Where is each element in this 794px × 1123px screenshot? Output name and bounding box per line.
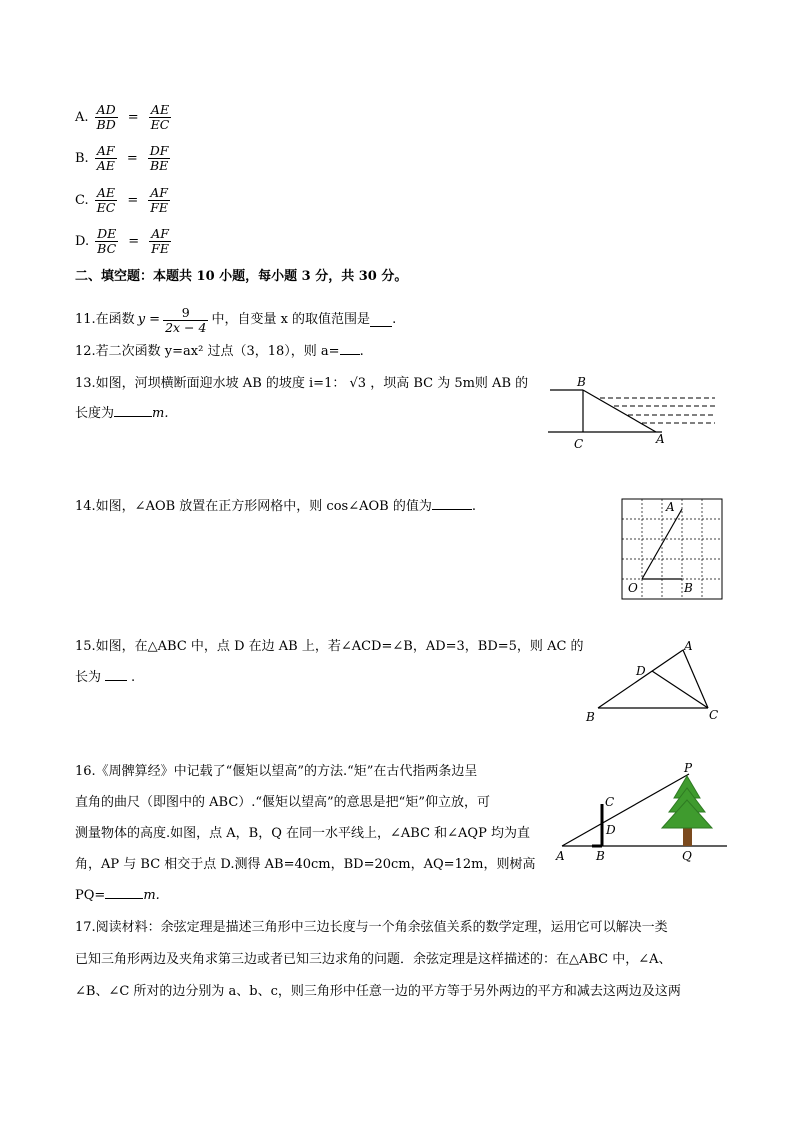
fraction: $\frac{AF}{AE}$: [96, 142, 115, 173]
option-letter: D.: [75, 233, 90, 249]
answer-blank: [340, 342, 360, 355]
segment-ba: [598, 650, 683, 708]
equals-sign: =: [128, 233, 140, 249]
label-c: C: [574, 437, 584, 451]
question-17-line-2: 已知三角形两边及夹角求第三边或者已知三边求角的问题．余弦定理是这样描述的：在△ABC 中，∠A、: [75, 952, 672, 967]
label-o: O: [628, 581, 638, 595]
question-16-line-5: PQ= m.: [75, 888, 160, 903]
answer-blank: [370, 314, 392, 327]
label-c: C: [605, 795, 615, 809]
label-d: D: [606, 823, 616, 837]
option-a: [75, 98, 171, 136]
option-d: [75, 222, 171, 260]
tree-crown: [662, 800, 712, 828]
question-11: 11.在函数 y = $\frac{9}{2x - 4}$ 中，自变量 x 的取值范围是 .: [75, 304, 397, 335]
label-b: B: [577, 375, 586, 389]
square-grid-figure: [618, 495, 726, 603]
label-p: P: [684, 762, 693, 775]
label-a: A: [556, 849, 565, 863]
question-15-line-2: 长为 .: [75, 670, 136, 685]
tree-icon: [662, 776, 712, 846]
option-b: [75, 139, 170, 177]
slope-ab: [583, 390, 656, 432]
equals-sign: =: [126, 150, 138, 166]
fraction: $\frac{AF}{FE}$: [150, 184, 169, 215]
fraction: $\frac{AF}{FE}$: [151, 225, 169, 256]
question-16-line-1: 16.《周髀算经》中记载了“偃矩以望高”的方法.“矩”在古代指两条边呈: [75, 764, 478, 779]
option-letter: A.: [75, 109, 89, 125]
fraction: $\frac{AE}{EC}$: [150, 101, 170, 132]
question-15-line-1: 15.如图，在△ABC 中，点 D 在边 AB 上，若∠ACD=∠B，AD=3，BD=5，则 AC 的: [75, 639, 584, 654]
question-17-line-1: 17.阅读材料：余弦定理是描述三角形中三边长度与一个角余弦值关系的数学定理，运用它可以解决一类: [75, 920, 668, 935]
question-17-line-3: ∠B、∠C 所对的边分别为 a、b、c，则三角形中任意一边的平方等于另外两边的平方和减去这两边及这两: [75, 984, 681, 999]
label-b: B: [596, 849, 605, 863]
option-c: [75, 181, 170, 219]
question-16-line-3: 测量物体的高度.如图，点 A，B，Q 在同一水平线上，∠ABC 和∠AQP 均为直: [75, 826, 530, 841]
section-title: 二、填空题：本题共 10 小题，每小题 3 分，共 30 分。: [75, 269, 408, 284]
fraction: $\frac{AD}{BD}$: [96, 101, 116, 132]
answer-blank: [432, 497, 472, 510]
question-13-line-1: 13.如图，河坝横断面迎水坡 AB 的坡度 i=1： √3 ，坝高 BC 为 5m则 AB 的: [75, 376, 529, 391]
answer-blank: [105, 668, 127, 681]
triangle-abc-figure: [578, 632, 728, 727]
question-14: 14.如图，∠AOB 放置在正方形网格中，则 cos∠AOB 的值为 .: [75, 499, 476, 514]
label-c: C: [709, 708, 719, 722]
answer-blank: [114, 404, 152, 417]
question-16-line-2: 直角的曲尺（即图中的 ABC）.“偃矩以望高”的意思是把“矩”仰立放，可: [75, 795, 490, 810]
fraction: $\frac{DE}{BC}$: [97, 225, 117, 256]
fraction: $\frac{9}{2x - 4}$: [165, 304, 207, 335]
sqrt-expression: √3: [349, 376, 367, 391]
label-b: B: [586, 710, 595, 724]
label-a: A: [684, 639, 693, 653]
option-letter: C.: [75, 192, 89, 208]
fraction: $\frac{AE}{EC}$: [96, 184, 116, 215]
label-q: Q: [682, 849, 692, 863]
label-d: D: [636, 664, 646, 678]
tree-height-figure: [552, 762, 737, 867]
answer-blank: [105, 886, 143, 899]
dam-cross-section-figure: [540, 370, 730, 455]
label-a: A: [666, 500, 675, 514]
equals-sign: =: [127, 192, 139, 208]
fraction: $\frac{DF}{BE}$: [149, 142, 169, 173]
question-16-line-4: 角，AP 与 BC 相交于点 D.测得 AB=40cm，BD=20cm，AQ=12m，则树高: [75, 857, 536, 872]
option-letter: B.: [75, 150, 89, 166]
label-b: B: [684, 581, 693, 595]
question-12: 12.若二次函数 y=ax² 过点（3，18），则 a= .: [75, 344, 364, 359]
label-a: A: [656, 432, 665, 446]
equals-sign: =: [127, 109, 139, 125]
question-13-line-2: 长度为 m.: [75, 406, 169, 421]
